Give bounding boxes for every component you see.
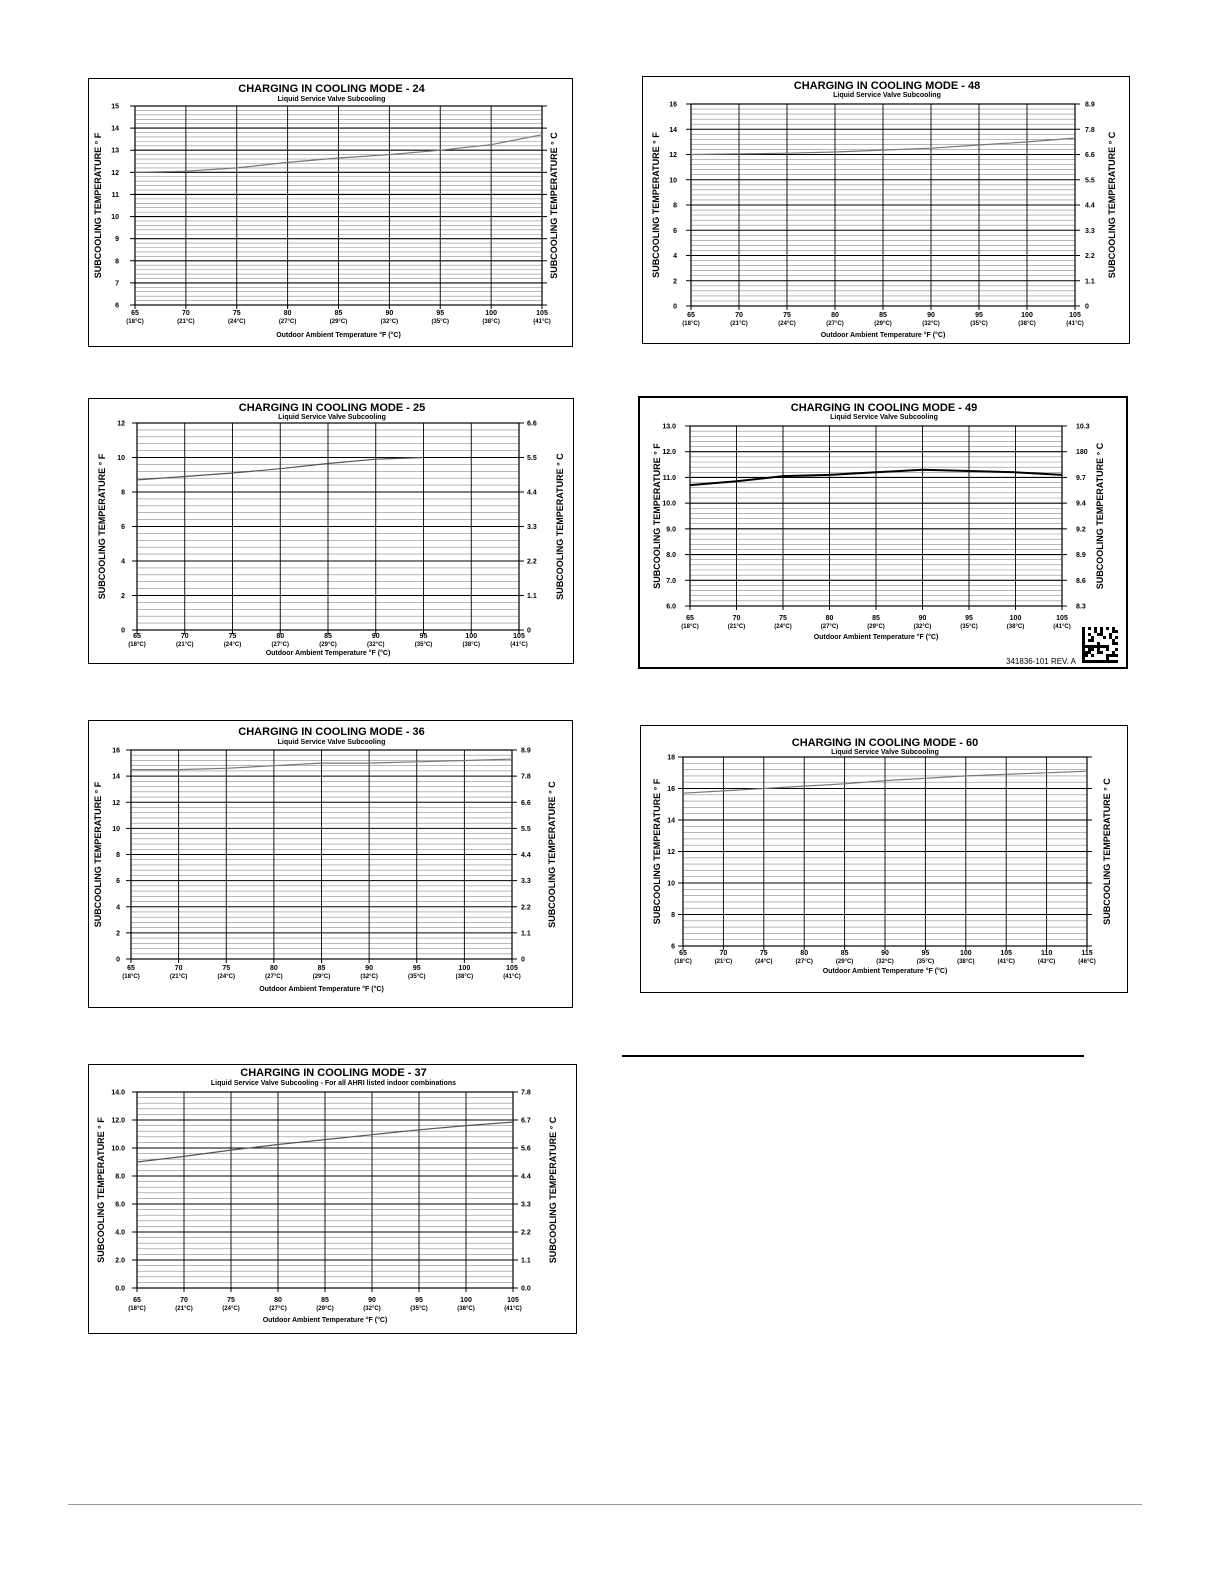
x-tick-label: 70 (180, 1297, 188, 1304)
x-tick-celsius-label: (46°C) (1078, 959, 1096, 965)
y-tick-label: 12 (669, 152, 677, 159)
x-tick-label: 80 (269, 965, 278, 972)
x-tick-label: 115 (1081, 950, 1093, 957)
x-tick-label: 70 (735, 312, 743, 319)
right-tick-label: 10.3 (1076, 423, 1090, 431)
chart-mode-60 (640, 725, 1128, 993)
x-tick-celsius-label: (29°C) (874, 321, 892, 327)
x-tick-label: 105 (536, 310, 548, 317)
x-tick-celsius-label: (18°C) (682, 321, 700, 327)
x-tick-celsius-label: (21°C) (175, 1306, 193, 1312)
x-tick-celsius-label: (32°C) (913, 624, 932, 630)
x-tick-label: 75 (779, 615, 787, 622)
x-tick-celsius-label: (24°C) (222, 1306, 240, 1312)
y-tick-label: 6.0 (115, 1201, 125, 1209)
footer-rule (68, 1504, 1142, 1505)
y-tick-label: 12 (111, 169, 119, 177)
right-tick-label: 2.2 (521, 1229, 531, 1237)
x-tick-celsius-label: (27°C) (820, 624, 839, 630)
y-tick-label: 12 (117, 420, 125, 428)
y-tick-label: 12 (112, 799, 120, 807)
x-tick-celsius-label: (27°C) (826, 321, 844, 327)
y-tick-label: 8 (116, 852, 120, 859)
x-tick-celsius-label: (21°C) (176, 642, 194, 648)
x-tick-label: 110 (1040, 950, 1053, 957)
x-tick-label: 90 (385, 310, 394, 317)
x-tick-celsius-label: (35°C) (916, 959, 935, 965)
x-tick-label: 70 (732, 615, 741, 622)
x-tick-celsius-label: (18°C) (681, 624, 699, 630)
x-tick-celsius-label: (21°C) (727, 624, 746, 630)
right-tick-label: 7.8 (1085, 126, 1095, 134)
x-tick-celsius-label: (32°C) (363, 1306, 381, 1312)
x-tick-celsius-label: (29°C) (312, 974, 331, 980)
x-tick-celsius-label: (27°C) (795, 959, 813, 965)
y-tick-label: 8 (115, 258, 119, 266)
right-tick-label: 1.1 (521, 930, 531, 938)
y-tick-label: 9 (115, 236, 119, 244)
right-tick-label: 4.4 (521, 1173, 531, 1181)
x-tick-celsius-label: (41°C) (533, 319, 551, 325)
chart-title: CHARGING IN COOLING MODE - 25 (238, 402, 426, 414)
right-tick-label: 0.0 (521, 1285, 531, 1293)
right-tick-label: 1.1 (527, 593, 537, 600)
x-tick-label: 100 (460, 1297, 472, 1304)
y-tick-label: 0 (121, 627, 125, 635)
x-tick-label: 100 (485, 310, 497, 317)
y-tick-label: 6 (121, 524, 125, 531)
right-tick-label: 4.4 (1085, 202, 1095, 210)
chart-subtitle: Liquid Service Valve Subcooling (831, 749, 939, 756)
x-tick-celsius-label: (38°C) (1018, 321, 1036, 327)
y-tick-label: 12.0 (111, 1117, 125, 1125)
x-tick-label: 90 (368, 1297, 376, 1304)
x-tick-label: 70 (181, 310, 190, 317)
chart-title: CHARGING IN COOLING MODE - 37 (240, 1067, 427, 1079)
y-tick-label: 4 (121, 558, 125, 566)
x-tick-label: 80 (800, 950, 809, 957)
chart-mode-25 (88, 398, 574, 664)
y-axis-label-right: SUBCOOLING TEMPERATURE ° C (1107, 131, 1117, 279)
y-axis-label-left: SUBCOOLING TEMPERATURE ° F (97, 453, 107, 600)
y-tick-label: 16 (669, 101, 677, 109)
right-tick-label: 7.8 (521, 1089, 531, 1097)
chart-title: CHARGING IN COOLING MODE - 24 (238, 83, 425, 95)
x-tick-label: 85 (321, 1297, 329, 1304)
x-tick-celsius-label: (18°C) (674, 959, 692, 965)
chart-subtitle: Liquid Service Valve Subcooling (277, 739, 386, 746)
chart-subtitle: Liquid Service Valve Subcooling - For all AHRI listed indoor combinations (210, 1080, 457, 1087)
x-tick-celsius-label: (35°C) (431, 319, 449, 325)
x-tick-celsius-label: (41°C) (503, 974, 521, 980)
x-tick-celsius-label: (32°C) (876, 959, 894, 965)
x-tick-label: 85 (317, 965, 326, 972)
x-tick-label: 65 (127, 965, 135, 972)
y-tick-label: 4 (116, 904, 120, 912)
x-tick-label: 85 (879, 312, 887, 319)
x-tick-celsius-label: (41°C) (1053, 624, 1071, 630)
x-tick-celsius-label: (24°C) (774, 624, 792, 630)
x-tick-label: 65 (679, 950, 687, 957)
right-tick-label: 7.8 (521, 773, 531, 781)
x-tick-label: 95 (419, 633, 428, 640)
right-tick-label: 6.6 (527, 420, 537, 428)
y-tick-label: 10 (117, 455, 125, 462)
x-tick-celsius-label: (18°C) (128, 642, 146, 648)
x-tick-celsius-label: (32°C) (360, 974, 378, 980)
x-axis-label: Outdoor Ambient Temperature °F (°C) (822, 968, 948, 975)
x-tick-label: 75 (228, 633, 237, 640)
x-tick-label: 80 (825, 615, 834, 622)
x-tick-celsius-label: (18°C) (122, 974, 140, 980)
x-axis-label: Outdoor Ambient Temperature °F (°C) (265, 650, 391, 657)
right-tick-label: 9.2 (1076, 526, 1086, 534)
y-tick-label: 0 (116, 956, 120, 964)
y-tick-label: 14.0 (111, 1089, 125, 1097)
x-tick-label: 105 (513, 633, 525, 640)
x-tick-celsius-label: (43°C) (1037, 959, 1056, 965)
right-tick-label: 8.3 (1076, 603, 1086, 611)
y-tick-label: 9.0 (666, 526, 676, 534)
x-tick-label: 100 (458, 965, 471, 972)
x-tick-celsius-label: (38°C) (957, 959, 975, 965)
x-tick-celsius-label: (32°C) (922, 321, 940, 327)
x-tick-celsius-label: (24°C) (223, 642, 242, 648)
right-tick-label: 9.7 (1076, 474, 1086, 482)
y-tick-label: 8 (121, 489, 125, 497)
x-tick-celsius-label: (29°C) (835, 959, 854, 965)
y-tick-label: 4 (673, 253, 677, 260)
y-tick-label: 12 (667, 849, 675, 856)
x-tick-celsius-label: (29°C) (316, 1306, 334, 1312)
x-tick-celsius-label: (38°C) (482, 319, 500, 325)
x-tick-label: 75 (759, 950, 768, 957)
y-axis-label-right: SUBCOOLING TEMPERATURE ° C (1095, 442, 1105, 590)
x-tick-label: 85 (872, 615, 880, 622)
y-axis-label-right: SUBCOOLING TEMPERATURE ° C (547, 781, 557, 928)
right-tick-label: 6.6 (1085, 152, 1095, 159)
y-tick-label: 6 (115, 302, 119, 310)
x-tick-celsius-label: (21°C) (730, 321, 748, 327)
x-tick-label: 80 (283, 310, 292, 317)
x-tick-celsius-label: (24°C) (228, 319, 246, 325)
right-tick-label: 9.4 (1076, 500, 1086, 508)
y-tick-label: 15 (111, 103, 119, 111)
y-tick-label: 2 (673, 278, 677, 286)
x-tick-label: 65 (133, 633, 141, 640)
y-tick-label: 16 (667, 786, 675, 793)
right-tick-label: 6.6 (521, 799, 531, 807)
y-tick-label: 8.0 (115, 1173, 125, 1181)
x-tick-label: 95 (975, 312, 983, 319)
right-tick-label: 0 (527, 627, 531, 635)
y-axis-label-left: SUBCOOLING TEMPERATURE ° F (93, 132, 103, 279)
y-tick-label: 8 (671, 912, 675, 919)
x-tick-celsius-label: (27°C) (269, 1306, 287, 1312)
x-tick-label: 85 (324, 633, 332, 640)
y-axis-label-left: SUBCOOLING TEMPERATURE ° F (96, 1117, 106, 1263)
y-tick-label: 14 (669, 126, 677, 134)
right-tick-label: 8.9 (521, 747, 531, 755)
y-tick-label: 10.0 (111, 1145, 125, 1153)
x-tick-celsius-label: (21°C) (177, 319, 195, 325)
chart-mode-37 (88, 1064, 577, 1334)
y-tick-label: 0.0 (115, 1285, 125, 1293)
right-tick-label: 5.5 (521, 825, 531, 833)
x-axis-label: Outdoor Ambient Temperature °F (°C) (820, 332, 946, 339)
right-tick-label: 1.1 (521, 1257, 531, 1265)
x-tick-label: 100 (1021, 312, 1033, 319)
chart-title: CHARGING IN COOLING MODE - 60 (791, 737, 979, 749)
right-tick-label: 3.3 (527, 524, 537, 531)
x-tick-label: 75 (222, 965, 231, 972)
x-tick-celsius-label: (29°C) (319, 642, 337, 648)
right-tick-label: 3.3 (1085, 227, 1095, 235)
y-tick-label: 12.0 (662, 449, 676, 457)
right-tick-label: 3.3 (521, 878, 531, 886)
right-tick-label: 2.2 (521, 904, 531, 912)
x-tick-label: 90 (881, 950, 889, 957)
right-tick-label: 4.4 (521, 852, 531, 859)
x-tick-label: 80 (831, 312, 839, 319)
y-axis-label-left: SUBCOOLING TEMPERATURE ° F (652, 778, 662, 925)
x-tick-celsius-label: (24°C) (755, 959, 773, 965)
y-tick-label: 4.0 (115, 1229, 125, 1237)
chart-mode-48 (642, 76, 1130, 344)
y-axis-label-right: SUBCOOLING TEMPERATURE ° C (555, 453, 565, 600)
x-tick-label: 95 (921, 950, 930, 957)
chart-mode-24 (88, 78, 573, 347)
y-tick-label: 16 (112, 747, 120, 755)
x-tick-celsius-label: (35°C) (408, 974, 426, 980)
y-tick-label: 11 (111, 191, 119, 199)
x-tick-label: 90 (927, 312, 935, 319)
chart-title: CHARGING IN COOLING MODE - 48 (793, 80, 981, 92)
right-tick-label: 2.2 (1085, 253, 1095, 260)
x-tick-label: 90 (918, 615, 927, 622)
x-tick-label: 65 (687, 312, 695, 319)
x-tick-celsius-label: (27°C) (278, 319, 297, 325)
x-tick-celsius-label: (18°C) (128, 1306, 146, 1312)
chart-title: CHARGING IN COOLING MODE - 36 (238, 726, 425, 738)
chart-subtitle: Liquid Service Valve Subcooling (833, 92, 941, 99)
x-tick-label: 105 (507, 1297, 519, 1304)
y-tick-label: 10 (111, 214, 119, 222)
x-tick-celsius-label: (41°C) (504, 1306, 522, 1312)
x-tick-celsius-label: (24°C) (778, 321, 796, 327)
y-axis-label-right: SUBCOOLING TEMPERATURE ° C (549, 132, 559, 279)
x-axis-label: Outdoor Ambient Temperature °F (°C) (262, 1317, 388, 1324)
y-axis-label-right: SUBCOOLING TEMPERATURE ° C (548, 1116, 558, 1264)
x-tick-label: 105 (1069, 312, 1081, 319)
x-tick-label: 95 (965, 615, 973, 622)
y-tick-label: 10 (667, 880, 675, 888)
y-tick-label: 2 (116, 930, 120, 938)
x-tick-label: 65 (131, 310, 139, 317)
x-tick-label: 95 (436, 310, 445, 317)
y-tick-label: 2 (121, 593, 125, 600)
x-tick-label: 100 (465, 633, 478, 640)
right-tick-label: 0 (1085, 303, 1089, 311)
x-tick-celsius-label: (38°C) (455, 974, 474, 980)
y-tick-label: 7 (115, 280, 119, 288)
x-axis-label: Outdoor Ambient Temperature °F (°C) (276, 332, 401, 339)
chart-subtitle: Liquid Service Valve Subcooling (277, 96, 386, 103)
y-tick-label: 6 (116, 878, 120, 886)
x-tick-celsius-label: (29°C) (867, 624, 885, 630)
x-tick-label: 75 (783, 312, 791, 319)
y-axis-label-left: SUBCOOLING TEMPERATURE ° F (651, 132, 661, 278)
y-axis-label-left: SUBCOOLING TEMPERATURE ° F (93, 781, 103, 928)
x-tick-label: 75 (227, 1297, 235, 1304)
x-tick-celsius-label: (38°C) (1006, 624, 1025, 630)
right-tick-label: 5.6 (521, 1145, 531, 1153)
right-tick-label: 6.7 (521, 1117, 531, 1125)
right-tick-label: 5.5 (1085, 177, 1095, 185)
x-tick-celsius-label: (41°C) (510, 642, 528, 648)
x-tick-celsius-label: (29°C) (329, 319, 348, 325)
chart-subtitle: Liquid Service Valve Subcooling (830, 414, 938, 421)
x-tick-label: 85 (334, 310, 343, 317)
right-tick-label: 8.9 (1085, 101, 1095, 109)
x-tick-celsius-label: (27°C) (271, 642, 289, 648)
x-tick-celsius-label: (21°C) (169, 974, 188, 980)
x-tick-celsius-label: (41°C) (1066, 321, 1084, 327)
x-tick-label: 90 (371, 633, 380, 640)
x-tick-celsius-label: (41°C) (997, 959, 1015, 965)
y-tick-label: 6 (673, 227, 677, 235)
y-axis-label-right: SUBCOOLING TEMPERATURE ° C (1102, 778, 1112, 925)
y-tick-label: 14 (667, 817, 675, 825)
x-tick-celsius-label: (35°C) (414, 642, 433, 648)
x-axis-label: Outdoor Ambient Temperature °F (°C) (259, 986, 384, 993)
right-tick-label: 4.4 (527, 489, 537, 497)
x-tick-label: 65 (686, 615, 694, 622)
right-tick-label: 8.9 (1076, 552, 1086, 560)
y-tick-label: 7.0 (666, 577, 676, 585)
x-tick-label: 105 (1000, 950, 1013, 957)
chart-title: CHARGING IN COOLING MODE - 49 (790, 402, 978, 414)
x-tick-label: 65 (133, 1297, 141, 1304)
x-tick-label: 80 (274, 1297, 282, 1304)
chart-mode-36 (88, 720, 573, 1008)
x-tick-celsius-label: (38°C) (462, 642, 480, 648)
x-tick-celsius-label: (21°C) (714, 959, 733, 965)
x-tick-label: 70 (174, 965, 183, 972)
right-tick-label: 1.1 (1085, 278, 1095, 286)
x-tick-label: 105 (1056, 615, 1068, 622)
y-tick-label: 2.0 (115, 1257, 125, 1265)
y-tick-label: 10 (669, 177, 677, 185)
x-tick-label: 100 (959, 950, 972, 957)
x-tick-celsius-label: (24°C) (217, 974, 235, 980)
y-tick-label: 14 (111, 125, 119, 133)
y-axis-label-left: SUBCOOLING TEMPERATURE ° F (652, 443, 662, 589)
y-tick-label: 13 (111, 147, 119, 155)
y-tick-label: 11.0 (662, 474, 676, 482)
x-tick-label: 90 (365, 965, 374, 972)
y-tick-label: 8.0 (666, 552, 676, 560)
x-tick-celsius-label: (32°C) (367, 642, 385, 648)
x-tick-label: 70 (180, 633, 189, 640)
x-tick-celsius-label: (27°C) (265, 974, 283, 980)
x-tick-label: 85 (840, 950, 849, 957)
x-tick-label: 95 (412, 965, 421, 972)
x-tick-celsius-label: (35°C) (960, 624, 978, 630)
x-tick-label: 70 (719, 950, 728, 957)
x-tick-celsius-label: (38°C) (457, 1306, 475, 1312)
x-tick-label: 75 (232, 310, 241, 317)
y-tick-label: 0 (673, 303, 677, 311)
chart-mode-49 (638, 396, 1128, 669)
y-tick-label: 6.0 (666, 603, 676, 611)
right-tick-label: 3.3 (521, 1201, 531, 1209)
x-tick-label: 105 (506, 965, 518, 972)
x-tick-celsius-label: (32°C) (380, 319, 399, 325)
y-tick-label: 10 (112, 825, 120, 833)
part-number: 341836-101 REV. A (1006, 657, 1076, 666)
right-tick-label: 0 (521, 956, 525, 964)
x-tick-celsius-label: (18°C) (126, 319, 144, 325)
x-tick-label: 80 (276, 633, 285, 640)
section-divider (622, 1055, 1084, 1057)
right-tick-label: 2.2 (527, 558, 537, 566)
y-tick-label: 10.0 (662, 500, 676, 508)
y-tick-label: 6 (671, 943, 675, 951)
qr-code-icon (1082, 627, 1118, 663)
y-tick-label: 18 (667, 754, 675, 762)
x-axis-label: Outdoor Ambient Temperature °F (°C) (813, 634, 939, 641)
y-tick-label: 8 (673, 202, 677, 210)
right-tick-label: 5.5 (527, 455, 537, 462)
right-tick-label: 8.6 (1076, 577, 1086, 585)
x-tick-label: 100 (1009, 615, 1022, 622)
x-tick-label: 95 (415, 1297, 423, 1304)
y-tick-label: 13.0 (662, 423, 676, 431)
x-tick-celsius-label: (35°C) (970, 321, 988, 327)
x-tick-celsius-label: (35°C) (410, 1306, 428, 1312)
y-tick-label: 14 (112, 773, 120, 781)
right-tick-label: 180 (1076, 449, 1088, 457)
chart-subtitle: Liquid Service Valve Subcooling (278, 414, 386, 421)
